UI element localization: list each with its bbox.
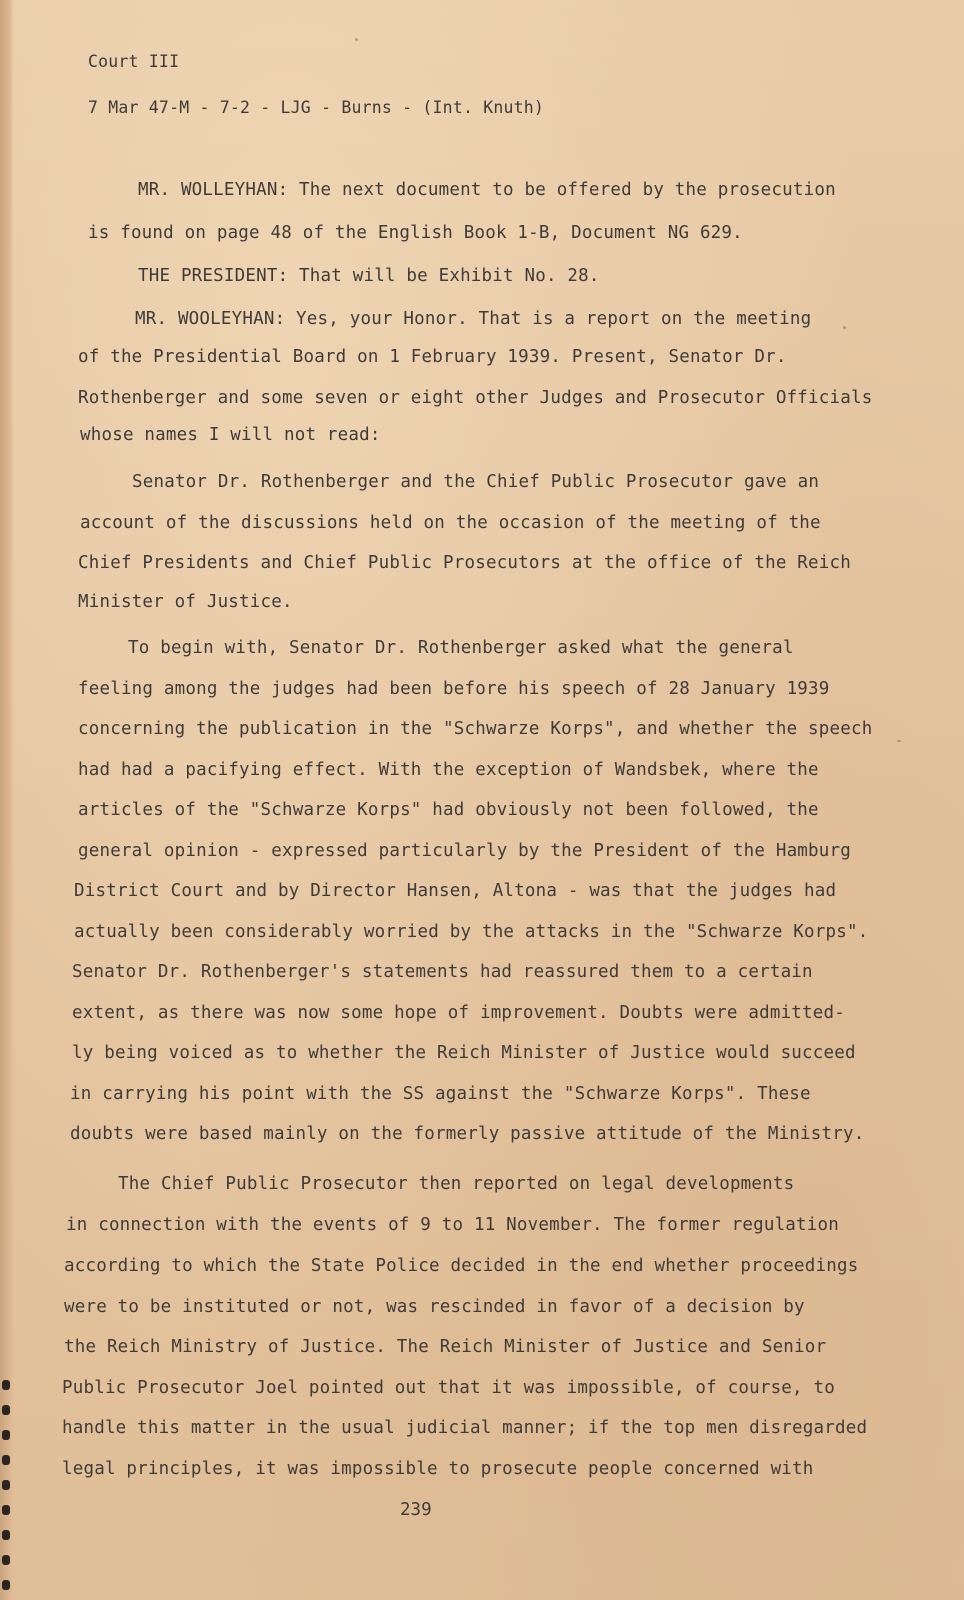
transcript-line: The Chief Public Prosecutor then reported on legal developments [118,1174,795,1194]
transcript-line: were to be instituted or not, was rescinded in favor of a decision by [64,1297,805,1317]
transcript-line: according to which the State Police decided in the end whether proceedings [64,1256,859,1276]
page-number: 239 [400,1500,432,1520]
transcript-line: Senator Dr. Rothenberger and the Chief Public Prosecutor gave an [132,472,820,492]
transcript-line: in connection with the events of 9 to 11 November. The former regulation [66,1215,839,1235]
transcript-line: Public Prosecutor Joel pointed out that it was impossible, of course, to [62,1378,835,1398]
binding-hole [2,1530,10,1540]
transcript-line: To begin with, Senator Dr. Rothenberger asked what the general [128,638,794,658]
transcript-line: MR. WOOLEYHAN: Yes, your Honor. That is a report on the meeting [135,309,812,329]
binding-hole [2,1580,10,1590]
binding-edge [0,0,14,1600]
paper-speck [843,326,846,329]
court-header: Court III [88,52,180,71]
binding-hole [2,1480,10,1490]
transcript-line: actually been considerably worried by the attacks in the "Schwarze Korps". [74,922,869,942]
transcript-line: Chief Presidents and Chief Public Prosecutors at the office of the Reich [78,553,851,573]
transcript-line: Rothenberger and some seven or eight other Judges and Prosecutor Officials [78,388,873,408]
transcript-line: doubts were based mainly on the formerly passive attitude of the Ministry. [70,1124,865,1144]
transcript-line: general opinion - expressed particularly by the President of the Hamburg [78,841,851,861]
transcript-line: had had a pacifying effect. With the exception of Wandsbek, where the [78,760,819,780]
binding-hole [2,1455,10,1465]
transcript-line: of the Presidential Board on 1 February 1939. Present, Senator Dr. [78,347,787,367]
binding-hole [2,1405,10,1415]
transcript-line: extent, as there was now some hope of improvement. Doubts were admitted- [72,1003,845,1023]
transcript-line: whose names I will not read: [80,425,381,445]
transcript-line: District Court and by Director Hansen, Altona - was that the judges had [74,881,837,901]
transcript-line: MR. WOLLEYHAN: The next document to be offered by the prosecution [138,180,836,200]
binding-hole [2,1505,10,1515]
transcript-line: legal principles, it was impossible to prosecute people concerned with [62,1459,814,1479]
transcript-line: Minister of Justice. [78,592,293,612]
transcript-line: handle this matter in the usual judicial manner; if the top men disregarded [62,1418,868,1438]
transcript-line: account of the discussions held on the occasion of the meeting of the [80,513,821,533]
paper-speck [897,740,901,742]
transcript-line: the Reich Ministry of Justice. The Reich Minister of Justice and Senior [64,1337,827,1357]
session-header: 7 Mar 47-M - 7-2 - LJG - Burns - (Int. Knuth) [88,98,545,117]
binding-hole [2,1555,10,1565]
transcript-line: feeling among the judges had been before his speech of 28 January 1939 [78,679,830,699]
paper-speck [355,38,358,41]
transcript-line: ly being voiced as to whether the Reich Minister of Justice would succeed [72,1043,856,1063]
transcript-line: concerning the publication in the "Schwarze Korps", and whether the speech [78,719,873,739]
transcript-line: articles of the "Schwarze Korps" had obviously not been followed, the [78,800,819,820]
transcript-line: THE PRESIDENT: That will be Exhibit No. 28. [138,266,600,286]
binding-hole [2,1380,10,1390]
transcript-line: in carrying his point with the SS against the "Schwarze Korps". These [70,1084,811,1104]
binding-hole [2,1430,10,1440]
transcript-line: is found on page 48 of the English Book 1-B, Document NG 629. [88,223,743,243]
transcript-line: Senator Dr. Rothenberger's statements had reassured them to a certain [72,962,813,982]
